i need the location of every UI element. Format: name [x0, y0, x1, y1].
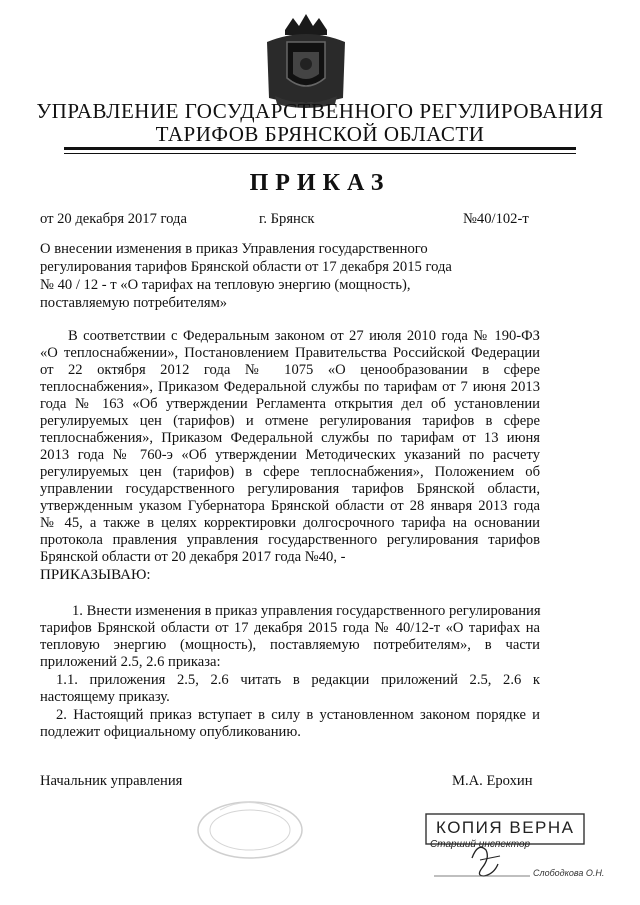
signatory-name: М.А. Ерохин: [452, 773, 533, 789]
order-item-line: приложений 2.5, 2.6 приказа:: [40, 654, 221, 670]
stamp-subtitle: Старший инспектор: [430, 839, 531, 850]
preamble-line: утвержденным указом Губернатора Брянской области от 28 января 2013 года: [40, 498, 540, 514]
preamble-line: регулируемых цен (тарифов) в сфере теплоснабжения», Положением об: [40, 464, 540, 480]
preamble-line: 2013 года № 760-э «Об утверждении Методических указаний по расчету: [40, 447, 540, 463]
header-rule-thin: [64, 153, 576, 154]
order-item-line: 2. Настоящий приказ вступает в силу в установленном законом порядке и: [56, 707, 540, 723]
subject-line: регулирования тарифов Брянской области от 17 декабря 2015 года: [40, 259, 452, 275]
order-item-line: тепловую энергию (мощность), поставляемую потребителям», в части: [40, 637, 540, 653]
document-number: №40/102-т: [463, 211, 529, 227]
org-name-line2: ТАРИФОВ БРЯНСКОЙ ОБЛАСТИ: [155, 122, 485, 146]
stamp-title: КОПИЯ ВЕРНА: [436, 818, 575, 837]
preamble-line: Брянской области от 20 декабря 2017 года №40, -: [40, 549, 346, 565]
order-item-line: 1.1. приложения 2.5, 2.6 читать в редакции приложений 2.5, 2.6 к: [56, 672, 540, 688]
preamble-line: года № 163 «Об утверждении Регламента открытия дел об установлении: [40, 396, 540, 412]
order-item-line: настоящему приказу.: [40, 689, 170, 705]
signatory-position: Начальник управления: [40, 773, 183, 789]
preamble-line: В соответствии с Федеральным законом от 27 июля 2010 года № 190-ФЗ: [68, 328, 540, 344]
preamble-line: теплоснабжения», Приказом Федеральной службы по тарифам от 7 июня 2013: [40, 379, 540, 395]
order-item-line: подлежит официальному опубликованию.: [40, 724, 301, 740]
order-item-line: 1. Внести изменения в приказ управления государственного регулирования: [72, 603, 541, 619]
document-title: ПРИКАЗ: [249, 170, 391, 196]
header-rule-thick: [64, 147, 576, 150]
preamble-line: № 45, а также в целях корректировки долгосрочного тарифа на основании: [40, 515, 540, 531]
subject-line: № 40 / 12 - т «О тарифах на тепловую энергию (мощность),: [40, 277, 411, 293]
preamble-line: регулируемых цен (тарифов) и отмене регулирования тарифов в сфере: [40, 413, 540, 429]
preamble-line: теплоснабжения», Приказом Федеральной службы по тарифам от 13 июня: [40, 430, 540, 446]
stamp-name: Слободкова О.Н.: [533, 868, 605, 878]
document-date: от 20 декабря 2017 года: [40, 211, 187, 227]
coat-of-arms-icon: [263, 12, 349, 110]
document-city: г. Брянск: [259, 211, 315, 227]
order-word: ПРИКАЗЫВАЮ:: [40, 567, 151, 583]
preamble-line: протокола правления управления государственного регулирования тарифов: [40, 532, 540, 548]
order-item-line: тарифов Брянской области от 17 декабря 2015 года № 40/12-т «О тарифах на: [40, 620, 540, 636]
seal-icon: [190, 790, 310, 860]
preamble-line: «О теплоснабжении», Постановлением Правительства Российской Федерации: [40, 345, 540, 361]
subject-line: поставляемую потребителям»: [40, 295, 228, 311]
preamble-line: от 22 октября 2012 года № 1075 «О ценообразовании в сфере: [40, 362, 540, 378]
preamble-line: управлении государственного регулирования тарифов Брянской области,: [40, 481, 540, 497]
subject-line: О внесении изменения в приказ Управления государственного: [40, 241, 428, 257]
org-name-line1: УПРАВЛЕНИЕ ГОСУДАРСТВЕННОГО РЕГУЛИРОВАНИЯ: [36, 99, 604, 123]
